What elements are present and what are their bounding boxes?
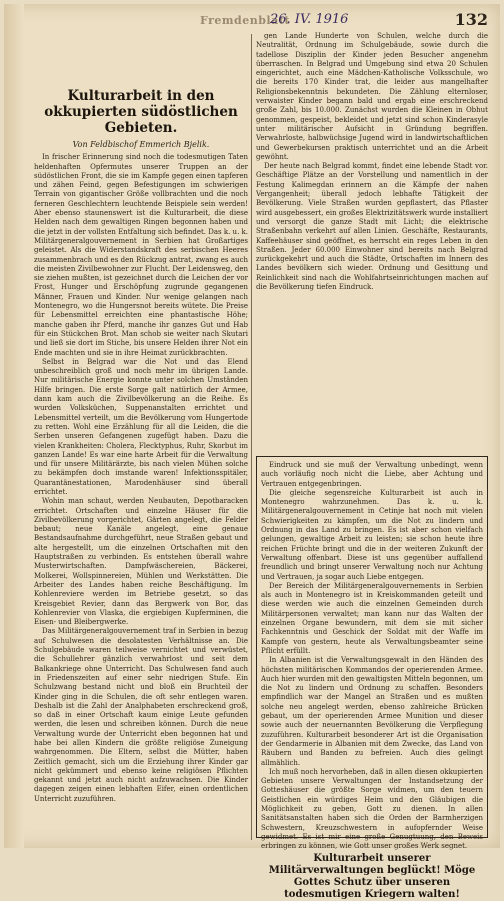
left-paragraph: Selbst in Belgrad war die Not und das Elend unbeschreiblich groß und noch mehr im übrigen Lande. Nur militärische Energie konnte unter solchen Umständen Hilfe bringen. Die erste Sorge galt natürlich der Armee, dann kam auch die Zivilbevölkerung an die Reihe. Es wurden Volksküchen, Suppenanstalten errichtet und Lebensmittel verteilt, um die Bevölkerung vom Hungertode zu retten. Wohl eine Erzählung für all die Leiden, die die Serben unseren Gefangenen zugefügt haben. Dazu die vielen Krankheiten: Cholera, Flecktyphus, Ruhr, Skorbut im ganzen Lande! Es war eine harte Arbeit für die Verwaltung und für unsere Militärärzte, bis nach vielen Mühen solche zu bekämpfen doch imstande waren! Infektionsspitäler, Quarantänestationen, Marodenhäuser sind überall errichtet. xyxy=(34,357,248,496)
box-paragraph: Ich muß noch hervorheben, daß in allen diesen okkupierten Gebieten unsere Verwaltungen der Instandsetzung der Gotteshäuser die größte Sorge widmen, um den teuern Geistlichen ein würdiges Heim und den Gläubigen die Möglichkeit zu geben, Gott zu dienen. In allen Sanitätsanstalten haben sich die Orden der Barmherzigen Schwestern, Kreuzschwestern in aufopfernder Weise gewidmet. Es ist mir eine große Genugtuung, den Beweis erbringen zu können, wie Gott unser großes Werk segnet. xyxy=(261,767,483,851)
left-column xyxy=(34,32,248,838)
left-paragraph: In frischer Erinnerung sind noch die todesmutigen Taten heldenhaften Opfermutes unserer Truppen an der südöstlichen Front, die sie im Kampfe gegen einen tapferen und zähen Feind, gegen Befestigungen im schwierigen Terrain von gigantischer Größe vollbrachten und die noch ferneren Geschlechtern leuchtende Beispiele sein werden! Aber ebenso staunenswert ist die Kulturarbeit, die diese Helden nach dem gewaltigen Ringen begonnen haben und die jetzt in der vollsten Entfaltung sich befindet. Das k. u. k. Militärgeneralgouvernement in Serbien hat Großartiges geleistet. Als die Widerstandskraft des serbischen Heeres zusammenbrach und es den Rückzug antrat, zwang es auch die meisten Zivilbewohner zur Flucht. Der Leidensweg, den sie ziehen mußten, ist gezeichnet durch die Leichen der vor Frost, Hunger und Erschöpfung zugrunde gegangenen Männer, Frauen und Kinder. Nur wenige gelangen nach Montenegro, wo die Hungersnot bereits wütete. Die Preise für Lebensmittel erreichten eine phantastische Höhe; manche gaben ihr Pferd, manche ihr ganzes Gut und Hab für ein Stückchen Brot. Man schob sie weiter nach Skutari und ließ sie dort im Stiche, bis unsere Helden ihrer Not ein Ende machten und sie in ihre Heimat zurückbrachten. xyxy=(34,153,248,357)
right-column xyxy=(256,32,488,452)
newspaper-page xyxy=(4,4,500,901)
box-paragraph: In Albanien ist die Verwaltungsgewalt in den Händen des höchsten militärischen Kommandos der operierenden Armee. Auch hier wurden mit den gewaltigsten Mitteln begonnen, um die Not zu lindern und Ordnung zu schaffen. Besonders empfindlich war der Mangel an Straßen und es mußten solche neu angelegt werden, ebenso zahlreiche Brücken gebaut, um der operierenden Armee Munition und dieser sowie auch der neuernannten Bevölkerung die Verpflegung zuzuführen. Kulturarbeit besonderer Art ist die Organisation der Gendarmerie in Albanien mit dem Zwecke, das Land von Räubern und Banden zu befreien. Auch dies gelingt allmählich. xyxy=(261,656,483,767)
article-byline: Von Feldbischof Emmerich Bjelik. xyxy=(72,140,210,149)
column-divider xyxy=(251,34,252,840)
closing-slogan: Kulturarbeit unserer Militärverwaltungen beglückt! Möge Gottes Schutz über unseren todesmutigen Kriegern walten! xyxy=(268,853,476,901)
page-header xyxy=(4,4,500,34)
handwritten-date: 26. IV. 1916 xyxy=(270,12,349,27)
boxed-continuation xyxy=(256,456,488,901)
left-paragraph: Das Militärgeneralgouvernement traf in Serbien in bezug auf Schulwesen die desolatesten Verhältnisse an. Die Schulgebäude waren teilweise vernichtet und verwüstet, die Schullehrer gänzlich verwahrlost und seit dem Balkankriege ohne Unterricht. Das Schulwesen fand auch in Friedenszeiten auf einer sehr niedrigen Stufe. Ein Schulzwang bestand nicht und bloß ein Bruchteil der Kinder ging in die Schulen, die oft sehr entlegen waren. Deshalb ist die Zahl der Analphabeten erschreckend groß, so daß in einer Ortschaft kaum einige Leute gefunden werden, die lesen und schreiben können. Durch die neue Verwaltung wurde der Unterricht eben begonnen hat und habe bei allen Kindern die größte religiöse Zuneigung wahrgenommen. Die Eltern, selbst die Mütter, haben Zeitlich gemacht, sich um die Erziehung ihrer Kinder gar nicht gekümmert und ebenso keine religiösen Pflichten gekannt und jetzt auch nicht aufzuwachsen. Die Kinder dagegen zeigen einen lebhaften Eifer, einen ordentlichen Unterricht zuzuführen. xyxy=(34,627,248,803)
boxed-text xyxy=(261,461,483,901)
box-paragraph: Die gleiche segensreiche Kulturarbeit ist auch in Montenegro wahrzunehmen. Das k. u. k. Militärgeneralgouvernement in Cetinje hat noch mit vielen Schwierigkeiten zu kämpfen, um die Not zu lindern und Ordnung in das Land zu bringen. Es ist aber schon vielfach gelungen, gewaltige Arbeit zu leisten; sie schon heute ihre reichen Früchte bringt und die in der weiteren Zukunft der Verwaltung offenbart. Diese ist uns gegenüber auffallend freundlich und bringt unserer Verwaltung noch nur Achtung und Vertrauen, ja sogar auch Liebe entgegen. xyxy=(261,488,483,581)
masthead: Fremdenblatt xyxy=(200,14,290,27)
right-paragraph: Der heute nach Belgrad kommt, findet eine lebende Stadt vor. Geschäftige Plätze an der Vorstellung und namentlich in der Festung Kalimegdan erinnern an die Kämpfe der nahen Vergangenheit; überall jedoch lebhafte Tätigkeit der Bevölkerung. Viele Straßen wurden gepflastert, das Pflaster wird ausgebessert, ein großes Elektrizitätswerk wurde installiert und versorgt die ganze Stadt mit Licht; die elektrische Straßenbahn verkehrt auf allen Linien. Geschäfte, Restaurants, Kaffeehäuser sind geöffnet, es herrscht ein reges Leben in den Straßen. Jeder 60.000 Einwohner sind bereits nach Belgrad zurückgekehrt und auch die Städte, Ortschaften im Innern des Landes bevölkern sich wieder. Ordnung und Gesittung und Reinlichkeit sind nach die Wohlfahrtseinrichtungen machen auf die Bevölkerung tiefen Eindruck. xyxy=(256,162,488,292)
article-headline: Kulturarbeit in den okkupierten südöstlichen Gebieten. xyxy=(44,88,238,136)
left-paragraph: Wohin man schaut, werden Neubauten, Depotbaracken errichtet. Ortschaften und einzelne Häuser für die Zivilbevölkerung vorgerichtet, Gärten angelegt, die Felder bebaut; neue Kanäle angelegt, eine genaue Bestandsaufnahme durchgeführt, neue Straßen gebaut und alte hergestellt, um die einzelnen Ortschaften mit den Hauptstraßen zu verbinden. Es entstehen überall wahre Musterwirtschaften. Dampfwäschereien, Bäckerei, Molkerei, Wollspinnereien, Mühlen und Werkstätten. Die Arbeiter des Landes haben reiche Beschäftigung. Im Kohlenreviere werden im Betriebe gesetzt, so das Kreisgebiet Revier, dann das Bergwerk von Bor, das Kohlenrevier von Vlaska, die ergiebigen Kupferminen, die Eisen- und Bleibergwerke. xyxy=(34,497,248,627)
box-paragraph: Der Bereich der Militärgeneralgouvernements in Serbien als auch in Montenegro ist in Kreiskommanden geteilt und diese werden wie auch die einzelnen Gemeinden durch Militärpersonen verwaltet; man kann nur das Walten der einzelnen Organe bewundern, mit dem sie mit sicher Fachkenntnis und Geschick der Soldat mit der Waffe im Kampfe von gestern, heute als Verwaltungsbeamter seine Pflicht erfüllt. xyxy=(261,581,483,655)
box-paragraph: Eindruck und sie muß der Verwaltung unbedingt, wenn auch vorläufig noch nicht die Liebe, aber Achtung und Vertrauen entgegenbringen. xyxy=(261,461,483,488)
page-number: 132 xyxy=(454,10,488,29)
right-paragraph: gen Lande Hunderte von Schulen, welche durch die Neutralität, Ordnung im Schulgebäude, sowie durch die tadellose Disziplin der Kinder jeden Besucher angenehm überraschen. In Belgrad und Umgebung sind etwa 20 Schulen eingerichtet, auch eine Mädchen-Katholische Volksschule, wo die bereits 170 Kinder trat, die leider aus mangelhafter Religionsbekenntnis bekundeten. Die Zählung elternloser, verwaister Kinder begann bald und ergab eine erschreckend große Zahl, bis 10.000. Zunächst wurden die Kleinen in Obhut genommen, gespeist, bekleidet und jetzt sind schon Kinderasyle unter militärischer Aufsicht in Gründung begriffen. Verwahrloste, halbwüchsige Jugend wird in landwirtschaftlichen und Gewerbekursen praktisch unterrichtet und an die Arbeit gewöhnt. xyxy=(256,32,488,161)
page-edge-shadow xyxy=(4,4,24,848)
